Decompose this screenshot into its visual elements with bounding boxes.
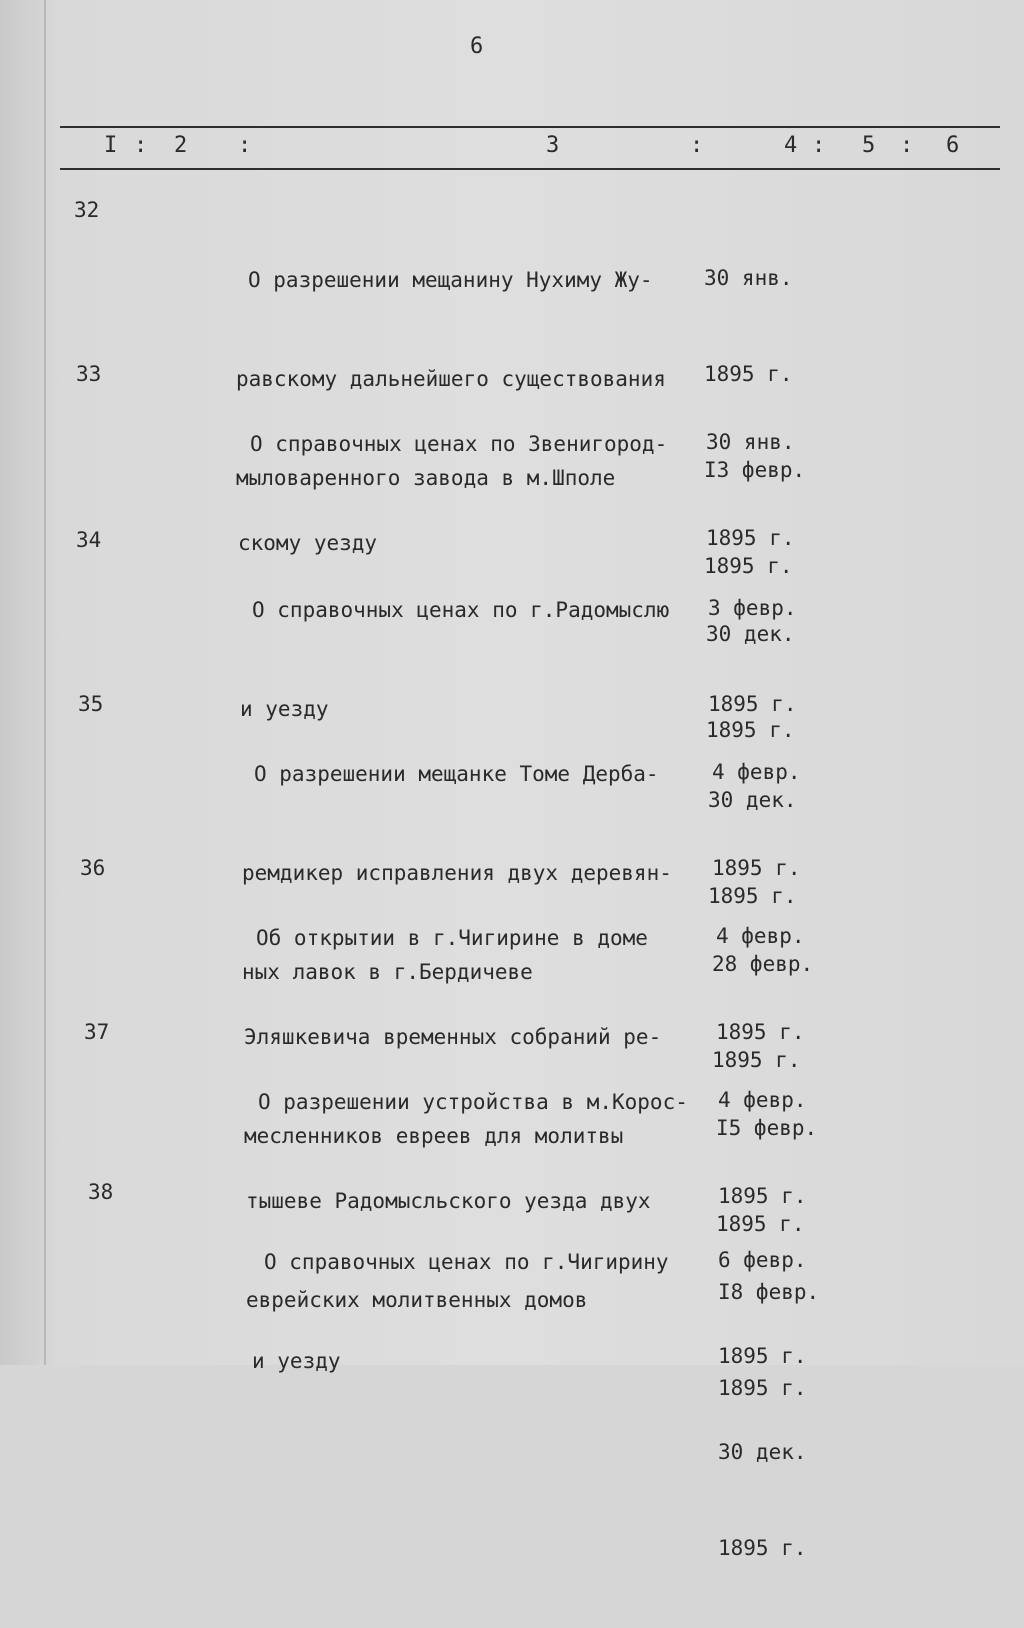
column-separator: : (238, 133, 253, 158)
column-header-6: 6 (946, 133, 961, 158)
table-row (0, 1180, 1024, 1560)
entry-dates: 30 янв. 1895 г. I3 февр. 1895 г. (704, 266, 806, 578)
entry-number: 35 (78, 692, 104, 716)
column-header-1: I (104, 133, 119, 158)
entry-number: 34 (76, 528, 102, 552)
entry-dates: 4 февр. 1895 г. I5 февр. 1895 г. (716, 924, 818, 1236)
column-header-5: 5 (862, 133, 877, 158)
entry-dates: 4 февр. 1895 г. 28 февр. 1895 г. (712, 760, 814, 1072)
entry-number: 33 (76, 362, 102, 386)
entry-title: О разрешении устройства в м.Корос- тышеве Радомысльского уезда двух еврейских молитвенных домов (246, 1090, 688, 1312)
column-separator: : (812, 133, 827, 158)
entry-title: О справочных ценах по Звенигород- скому уезду (238, 432, 668, 555)
entry-title: О справочных ценах по г.Чигирину и уезду (252, 1250, 669, 1373)
column-separator: : (900, 133, 915, 158)
page-number: 6 (470, 34, 484, 59)
entry-title: О разрешении мещанке Томе Дерба- ремдикер исправления двух деревян- ных лавок в г.Бердичеве (242, 762, 672, 984)
entry-number: 38 (88, 1180, 114, 1204)
column-header-4: 4 (784, 133, 799, 158)
column-header-2: 2 (174, 133, 189, 158)
entry-dates: 4 февр. 1895 г. I8 февр. 1895 г. (718, 1088, 820, 1400)
entry-title: Об открытии в г.Чигирине в доме Эляшкевича временных собраний ре- месленников евреев для молитвы (244, 926, 662, 1148)
entry-title: О справочных ценах по г.Радомыслю и уезду (240, 598, 670, 721)
column-separator: : (690, 133, 705, 158)
entry-dates: 6 февр. 1895 г. 30 дек. 1895 г. (718, 1248, 807, 1560)
entry-dates: 30 янв. 1895 г. 30 дек. 1895 г. (706, 430, 795, 742)
header-rule-top (60, 126, 1000, 128)
column-separator: : (134, 133, 149, 158)
entry-number: 37 (84, 1020, 110, 1044)
header-rule-bottom (60, 168, 1000, 170)
entry-number: 36 (80, 856, 106, 880)
column-header-3: 3 (546, 133, 561, 158)
entry-dates: 3 февр. 1895 г. 30 дек. 1895 г. (708, 596, 797, 908)
entry-title: О разрешении мещанину Нухиму Жу- равскому дальнейшего существования мыловаренного завода в м.Шполе (236, 268, 666, 490)
entry-number: 32 (74, 198, 100, 222)
